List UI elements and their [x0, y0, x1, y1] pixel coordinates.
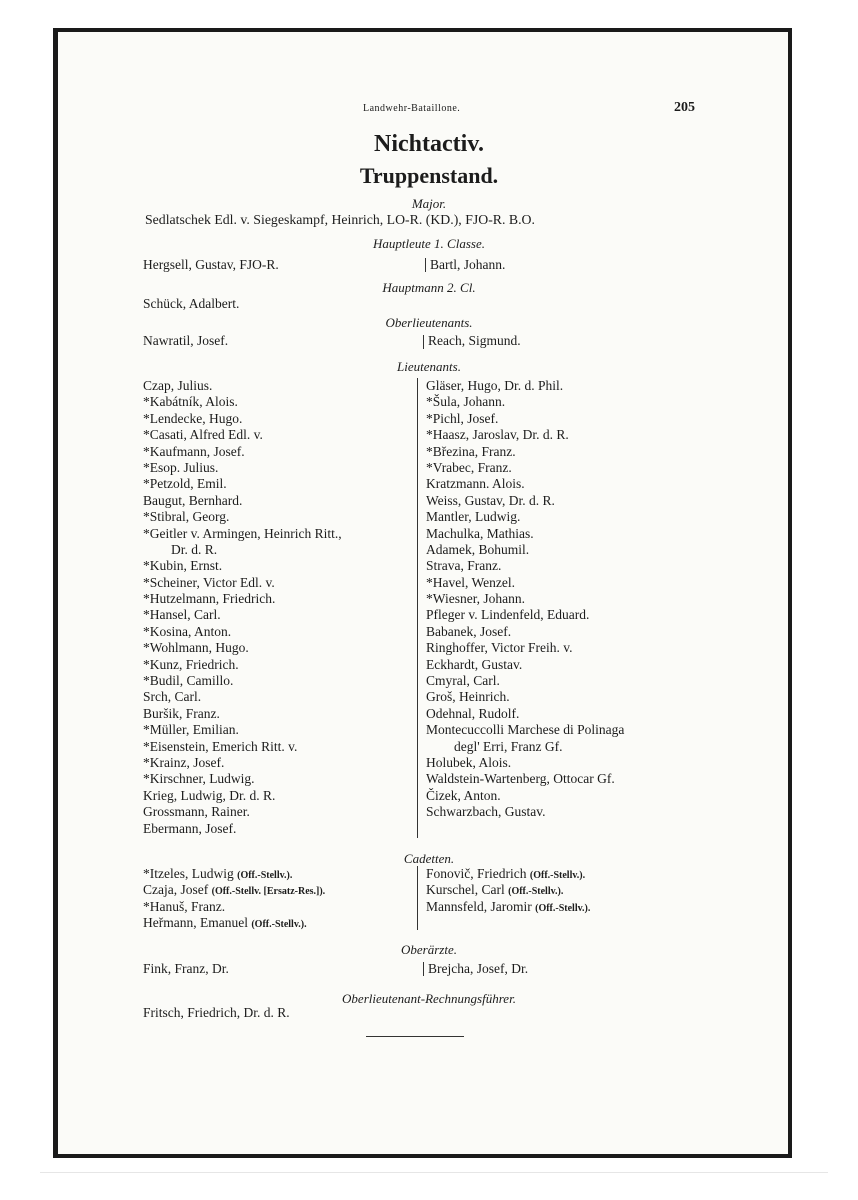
- list-item: [426, 866, 590, 882]
- list-item: *Eisenstein, Emerich Ritt. v.: [143, 738, 298, 754]
- cadet-note: (Off.-Stellv. [Ersatz-Res.]).: [211, 886, 326, 898]
- list-item: Grossmann, Rainer.: [143, 804, 250, 820]
- hauptleute1-right: Bartl, Johann.: [430, 257, 506, 272]
- section-heading-hauptleute-1: Hauptleute 1. Classe.: [373, 236, 485, 251]
- list-item: Strava, Franz.: [426, 558, 502, 574]
- list-item: Eckhardt, Gustav.: [426, 656, 523, 672]
- list-item: Srch, Carl.: [143, 689, 202, 705]
- section-heading-hauptmann-2: Hauptmann 2. Cl.: [382, 280, 476, 295]
- major-entry: Sedlatschek Edl. v. Siegeskampf, Heinrich, LO-R. (KD.), FJO-R. B.O.: [145, 212, 535, 227]
- list-item: *Havel, Wenzel.: [426, 574, 516, 590]
- list-item: *Haasz, Jaroslav, Dr. d. R.: [426, 427, 569, 443]
- list-item: Gläser, Hugo, Dr. d. Phil.: [426, 378, 564, 393]
- cadet-name: Fonovič, Friedrich: [426, 866, 527, 881]
- cadetten-left-list: [143, 866, 325, 932]
- list-item: [426, 882, 590, 898]
- section-heading-rechnungsfuehrer: Oberlieutenant-Rechnungsführer.: [342, 991, 516, 1006]
- list-item: Mantler, Ludwig.: [426, 509, 521, 525]
- list-item: Babanek, Josef.: [426, 623, 512, 639]
- list-item: [143, 882, 325, 898]
- list-item: *Geitler v. Armingen, Heinrich Ritt.,: [143, 525, 342, 541]
- end-rule: [366, 1036, 464, 1037]
- list-item: degl' Erri, Franz Gf.: [454, 738, 563, 754]
- oberlieutenants-left: Nawratil, Josef.: [143, 333, 229, 348]
- list-item: Buršik, Franz.: [143, 705, 220, 721]
- list-item: *Krainz, Josef.: [143, 754, 225, 770]
- list-item: *Březina, Franz.: [426, 443, 516, 459]
- page-title: Nichtactiv.: [374, 131, 484, 157]
- lieutenants-right-list: [426, 378, 624, 821]
- cadet-note: (Off.-Stellv.).: [508, 886, 564, 898]
- lieutenants-left-list: [143, 378, 342, 837]
- list-item: *Hutzelmann, Friedrich.: [143, 591, 276, 607]
- list-item: *Stibral, Georg.: [143, 509, 230, 525]
- list-item: *Kaufmann, Josef.: [143, 443, 245, 459]
- list-item: *Lendecke, Hugo.: [143, 410, 243, 426]
- oberaerzte-right: Brejcha, Josef, Dr.: [428, 961, 529, 976]
- list-item: Pfleger v. Lindenfeld, Eduard.: [426, 607, 590, 623]
- cadet-note: (Off.-Stellv.).: [529, 870, 586, 881]
- list-item: Ebermann, Josef.: [143, 820, 237, 836]
- list-item: [143, 915, 325, 931]
- list-item: Odehnal, Rudolf.: [426, 705, 520, 721]
- cadet-name: *Hanuš, Franz.: [143, 898, 226, 914]
- column-divider: [423, 335, 424, 349]
- cadet-note: (Off.-Stellv.).: [237, 870, 293, 881]
- scan-bottom-edge: [40, 1172, 828, 1173]
- column-divider: [417, 378, 418, 838]
- column-divider: [425, 258, 426, 272]
- hauptmann2-left: Schück, Adalbert.: [143, 296, 240, 311]
- cadet-note: (Off.-Stellv.).: [535, 902, 591, 914]
- cadet-name: Mannsfeld, Jaromir: [426, 898, 532, 914]
- running-head: Landwehr-Bataillone.: [363, 103, 461, 114]
- list-item: Cmyral, Carl.: [426, 673, 500, 689]
- list-item: *Šula, Johann.: [426, 394, 506, 410]
- cadet-note: (Off.-Stellv.).: [251, 919, 307, 931]
- list-item: [426, 899, 590, 915]
- list-item: *Kabátník, Alois.: [143, 394, 238, 410]
- list-item: *Scheiner, Victor Edl. v.: [143, 574, 275, 590]
- list-item: Čizek, Anton.: [426, 787, 501, 803]
- cadet-name: Kurschel, Carl: [426, 882, 505, 898]
- list-item: Kratzmann. Alois.: [426, 476, 525, 492]
- column-divider: [417, 866, 418, 930]
- list-item: *Wohlmann, Hugo.: [143, 640, 249, 656]
- section-heading-major: Major.: [411, 196, 447, 211]
- page-number: 205: [674, 100, 695, 115]
- list-item: *Müller, Emilian.: [143, 722, 239, 738]
- list-item: Holubek, Alois.: [426, 754, 512, 770]
- list-item: *Vrabec, Franz.: [426, 459, 512, 475]
- cadetten-right-list: [426, 866, 590, 915]
- list-item: Waldstein-Wartenberg, Ottocar Gf.: [426, 771, 615, 787]
- list-item: Adamek, Bohumil.: [426, 541, 530, 557]
- list-item: *Kosina, Anton.: [143, 623, 232, 639]
- list-item: Czap, Julius.: [143, 378, 213, 393]
- list-item: *Hansel, Carl.: [143, 607, 221, 623]
- column-divider: [423, 962, 424, 976]
- list-item: Dr. d. R.: [171, 541, 218, 557]
- oberlieutenants-right: Reach, Sigmund.: [428, 333, 521, 348]
- section-heading-lieutenants: Lieutenants.: [397, 359, 461, 374]
- section-heading-cadetten: Cadetten.: [403, 851, 455, 866]
- list-item: *Budil, Camillo.: [143, 673, 234, 689]
- hauptleute1-left: Hergsell, Gustav, FJO-R.: [143, 257, 279, 272]
- list-item: Krieg, Ludwig, Dr. d. R.: [143, 787, 276, 803]
- list-item: [143, 866, 325, 882]
- rechnungsfuehrer-left: Fritsch, Friedrich, Dr. d. R.: [143, 1005, 290, 1020]
- list-item: Montecuccolli Marchese di Polinaga: [426, 722, 625, 738]
- list-item: *Casati, Alfred Edl. v.: [143, 427, 263, 443]
- list-item: [143, 899, 325, 915]
- list-item: *Esop. Julius.: [143, 459, 219, 475]
- section-heading-oberaerzte: Oberärzte.: [401, 942, 457, 957]
- list-item: *Kunz, Friedrich.: [143, 656, 239, 672]
- list-item: *Kirschner, Ludwig.: [143, 771, 255, 787]
- list-item: *Petzold, Emil.: [143, 476, 227, 492]
- list-item: Schwarzbach, Gustav.: [426, 804, 546, 820]
- list-item: Baugut, Bernhard.: [143, 492, 243, 508]
- list-item: Machulka, Mathias.: [426, 525, 534, 541]
- list-item: Groš, Heinrich.: [426, 689, 510, 705]
- oberaerzte-left: Fink, Franz, Dr.: [143, 961, 229, 976]
- cadet-name: *Itzeles, Ludwig: [143, 866, 234, 881]
- list-item: Weiss, Gustav, Dr. d. R.: [426, 492, 555, 508]
- cadet-name: Czaja, Josef: [143, 882, 209, 898]
- cadet-name: Heřmann, Emanuel: [143, 915, 248, 931]
- list-item: *Pichl, Josef.: [426, 410, 499, 426]
- page-subtitle: Truppenstand.: [359, 163, 499, 188]
- list-item: *Kubin, Ernst.: [143, 558, 223, 574]
- list-item: *Wiesner, Johann.: [426, 591, 526, 607]
- section-heading-oberlieutenants: Oberlieutenants.: [385, 315, 473, 330]
- list-item: Ringhoffer, Victor Freih. v.: [426, 640, 573, 656]
